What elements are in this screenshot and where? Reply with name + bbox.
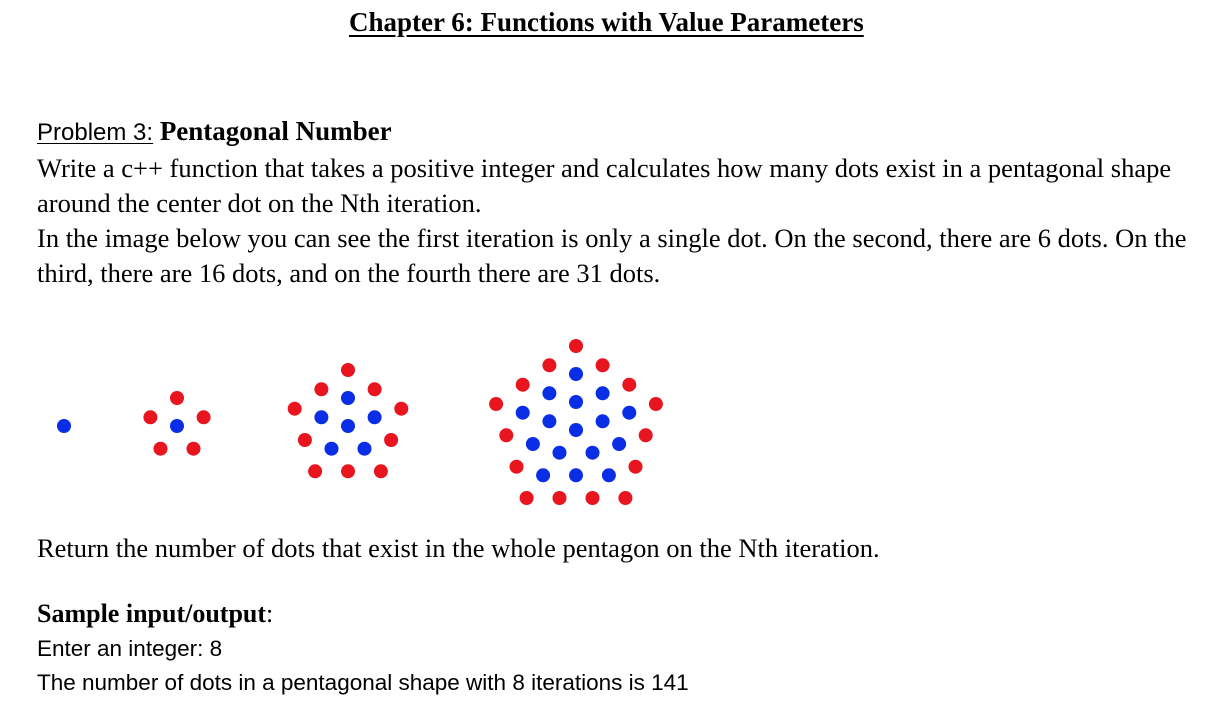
inner-dot [596, 386, 610, 400]
inner-dot [602, 468, 616, 482]
inner-dot [526, 437, 540, 451]
sample-heading-colon: : [266, 599, 274, 628]
inner-dot [569, 395, 583, 409]
inner-dot [358, 442, 372, 456]
pentagon-iteration-2 [143, 391, 210, 456]
outer-dot [629, 460, 643, 474]
problem-label: Problem 3: [37, 119, 154, 146]
outer-dot [649, 397, 663, 411]
outer-dot [143, 410, 157, 424]
inner-dot [516, 406, 530, 420]
outer-dot [553, 491, 567, 505]
inner-dot [341, 419, 355, 433]
inner-dot [586, 446, 600, 460]
pentagon-iteration-4 [489, 339, 663, 505]
inner-dot [553, 446, 567, 460]
pentagon-iteration-1 [57, 419, 71, 433]
outer-dot [341, 363, 355, 377]
inner-dot [542, 386, 556, 400]
return-instruction: Return the number of dots that exist in the whole pentagon on the Nth iteration. [37, 533, 880, 563]
outer-dot [520, 491, 534, 505]
outer-dot [489, 397, 503, 411]
outer-dot [586, 491, 600, 505]
inner-dot [542, 414, 556, 428]
outer-dot [622, 378, 636, 392]
inner-dot [612, 437, 626, 451]
outer-dot [510, 460, 524, 474]
inner-dot [368, 410, 382, 424]
inner-dot [536, 468, 550, 482]
inner-dot [314, 410, 328, 424]
outer-dot [368, 382, 382, 396]
inner-dot [170, 419, 184, 433]
outer-dot [618, 491, 632, 505]
inner-dot [57, 419, 71, 433]
problem-description [37, 151, 1207, 291]
outer-dot [639, 428, 653, 442]
outer-dot [298, 433, 312, 447]
inner-dot [569, 468, 583, 482]
outer-dot [384, 433, 398, 447]
inner-dot [569, 423, 583, 437]
outer-dot [308, 464, 322, 478]
problem-name: Pentagonal Number [159, 116, 392, 146]
inner-dot [622, 406, 636, 420]
inner-dot [569, 367, 583, 381]
description-paragraph: Write a c++ function that takes a positive integer and calculates how many dots exist in a pentagonal shape around the center dot on the Nth iteration. [37, 153, 1172, 218]
outer-dot [596, 358, 610, 372]
sample-input-line: Enter an integer: 8 [37, 636, 223, 661]
outer-dot [197, 410, 211, 424]
outer-dot [154, 442, 168, 456]
pentagon-iteration-3 [288, 363, 409, 478]
outer-dot [314, 382, 328, 396]
inner-dot [341, 391, 355, 405]
inner-dot [596, 414, 610, 428]
outer-dot [288, 402, 302, 416]
outer-dot [499, 428, 513, 442]
problem-heading [37, 116, 392, 147]
sample-heading [37, 599, 273, 629]
chapter-title: Chapter 6: Functions with Value Parameters [349, 7, 864, 37]
outer-dot [374, 464, 388, 478]
outer-dot [341, 464, 355, 478]
sample-heading-text: Sample input/output [37, 599, 267, 628]
sample-output-line: The number of dots in a pentagonal shape with 8 iterations is 141 [37, 670, 689, 695]
outer-dot [542, 358, 556, 372]
outer-dot [187, 442, 201, 456]
outer-dot [394, 402, 408, 416]
outer-dot [170, 391, 184, 405]
outer-dot [516, 378, 530, 392]
outer-dot [569, 339, 583, 353]
description-paragraph: In the image below you can see the first iteration is only a single dot. On the second, there are 6 dots. On the third, there are 16 dots, and on the fourth there are 31 dots. [37, 223, 1187, 288]
inner-dot [325, 442, 339, 456]
